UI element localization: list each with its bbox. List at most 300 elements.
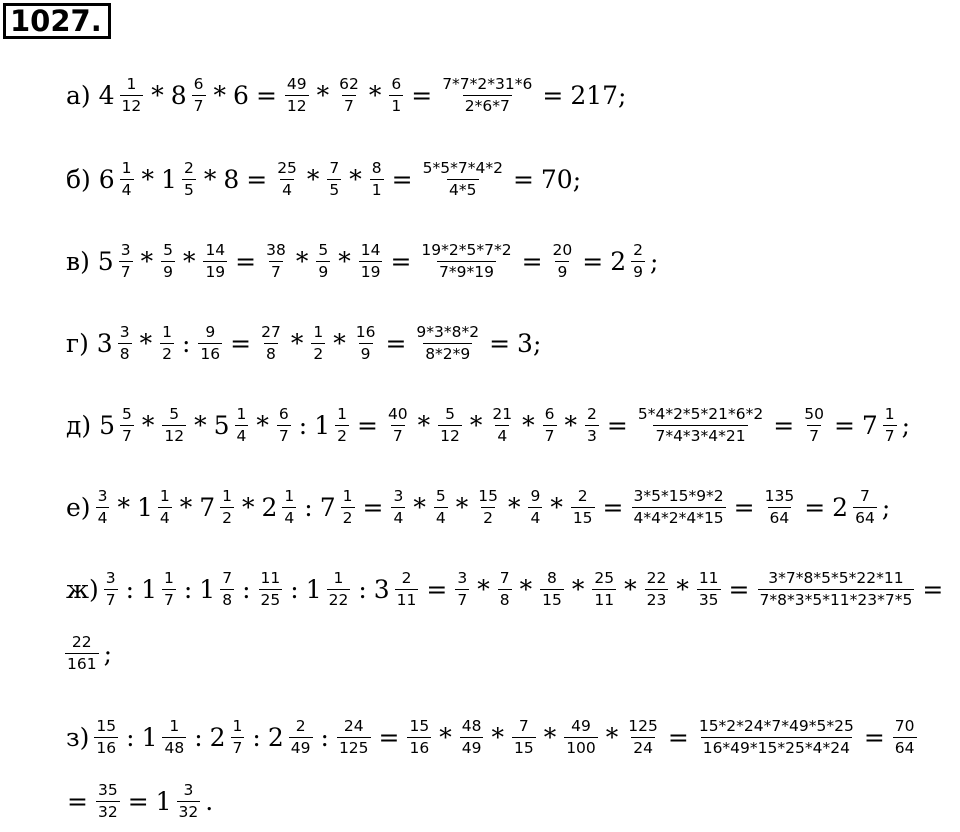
numerator: 14 — [360, 241, 381, 259]
denominator: 11 — [396, 591, 417, 609]
denominator: 7 — [105, 591, 116, 609]
numerator: 7 — [860, 487, 870, 505]
operator: * — [295, 247, 309, 276]
denominator: 1 — [391, 97, 402, 115]
operator: * — [477, 575, 490, 604]
operator: * — [491, 723, 504, 752]
fraction — [370, 158, 384, 201]
operator: * — [571, 575, 585, 604]
numerator: 1 — [169, 717, 180, 735]
denominator: 5 — [183, 181, 194, 199]
math-text: 7 — [319, 493, 336, 522]
numerator: 5 — [163, 241, 173, 259]
numerator: 40 — [387, 405, 408, 423]
math-text: 1 — [141, 723, 158, 752]
operator: = — [127, 787, 149, 816]
operator: * — [338, 247, 351, 276]
numerator: 49 — [571, 717, 591, 735]
denominator: 4 — [282, 181, 292, 199]
operator: * — [242, 493, 255, 522]
fraction — [259, 322, 283, 365]
fraction — [758, 568, 915, 611]
operator: * — [507, 493, 521, 522]
numerator: 25 — [594, 569, 615, 587]
numerator: 11 — [698, 569, 719, 587]
math-text: 1 — [141, 575, 157, 604]
solution-g — [64, 322, 543, 365]
denominator: 5 — [329, 181, 340, 199]
numerator: 70 — [894, 717, 915, 735]
fraction — [264, 240, 288, 283]
operator: = — [582, 247, 604, 276]
numerator: 9 — [205, 323, 216, 341]
numerator: 24 — [343, 717, 364, 735]
fraction — [592, 568, 616, 611]
denominator: 4 — [97, 509, 108, 527]
numerator: 1 — [337, 405, 347, 423]
numerator: 38 — [266, 241, 286, 259]
operator: = — [602, 493, 624, 522]
operator: * — [439, 723, 452, 752]
math-text: 3 — [373, 575, 390, 604]
denominator: 12 — [440, 427, 460, 445]
fraction — [407, 716, 431, 759]
math-text: 5 — [213, 411, 230, 440]
fraction — [763, 486, 797, 529]
operator: * — [413, 493, 426, 522]
denominator: 4*4*2*4*15 — [633, 509, 724, 527]
operator: * — [469, 411, 483, 440]
numerator: 5 — [445, 405, 455, 423]
numerator: 7*7*2*31*6 — [442, 75, 533, 93]
denominator: 7*9*19 — [439, 263, 494, 281]
operator: = — [542, 81, 564, 110]
fraction — [476, 486, 500, 529]
math-text: д) 5 — [66, 411, 115, 440]
math-text: з) — [66, 723, 90, 752]
denominator: 4 — [497, 427, 508, 445]
fraction — [235, 404, 249, 447]
operator: : — [183, 575, 193, 604]
math-text: 2 — [832, 493, 849, 522]
numerator: 48 — [461, 717, 482, 735]
denominator: 2 — [342, 509, 353, 527]
task-number: 1027. — [3, 3, 111, 39]
fraction — [528, 486, 542, 529]
numerator: 2 — [633, 241, 644, 259]
numerator: 1 — [126, 75, 137, 93]
denominator: 8 — [266, 345, 276, 363]
denominator: 2 — [483, 509, 493, 527]
fraction — [220, 486, 234, 529]
operator: = — [390, 247, 412, 276]
numerator: 15*2*24*7*49*5*25 — [698, 717, 854, 735]
math-text: 2 — [267, 723, 284, 752]
fraction — [198, 322, 222, 365]
numerator: 2 — [183, 159, 194, 177]
math-text: 8 — [170, 81, 187, 110]
operator: * — [194, 411, 207, 440]
fraction — [337, 74, 361, 117]
fraction — [65, 632, 99, 675]
math-text: 1 — [161, 165, 177, 194]
fraction — [414, 322, 481, 365]
denominator: 32 — [178, 803, 199, 821]
fraction — [354, 322, 378, 365]
numerator: 1 — [162, 323, 172, 341]
denominator: 11 — [594, 591, 615, 609]
denominator: 15 — [572, 509, 593, 527]
fraction — [341, 486, 355, 529]
operator: = — [385, 329, 407, 358]
fraction — [96, 486, 110, 529]
fraction — [419, 240, 513, 283]
math-text: г) 3 — [66, 329, 113, 358]
operator: = — [521, 247, 543, 276]
numerator: 1 — [236, 405, 247, 423]
operator: = — [728, 575, 750, 604]
math-text: ; — [881, 493, 891, 522]
math-text: 1 — [136, 493, 153, 522]
math-text: в) 5 — [66, 247, 114, 276]
fraction — [697, 716, 856, 759]
math-text: 70; — [540, 165, 582, 194]
numerator: 22 — [646, 569, 667, 587]
fraction — [162, 568, 176, 611]
denominator: 12 — [286, 97, 307, 115]
denominator: 2 — [313, 345, 324, 363]
operator: * — [624, 575, 637, 604]
fraction — [802, 404, 826, 447]
numerator: 15 — [478, 487, 498, 505]
numerator: 50 — [804, 405, 824, 423]
numerator: 5 — [318, 241, 329, 259]
denominator: 7 — [544, 427, 555, 445]
fraction — [632, 486, 726, 529]
fraction — [434, 486, 448, 529]
denominator: 24 — [633, 739, 653, 757]
numerator: 5*5*7*4*2 — [422, 159, 503, 177]
math-text: а) 4 — [66, 81, 115, 110]
operator: * — [179, 493, 193, 522]
numerator: 11 — [260, 569, 281, 587]
numerator: 15 — [96, 717, 117, 735]
numerator: 7 — [329, 159, 340, 177]
numerator: 8 — [371, 159, 382, 177]
denominator: 9 — [557, 263, 568, 281]
operator: : — [242, 575, 251, 604]
fraction — [327, 568, 351, 611]
fraction — [120, 404, 134, 447]
operator: : — [194, 723, 203, 752]
fraction — [289, 716, 313, 759]
denominator: 4 — [121, 181, 132, 199]
denominator: 8*2*9 — [425, 345, 471, 363]
math-text: 8 — [223, 165, 240, 194]
fraction — [220, 568, 234, 611]
numerator: 25 — [277, 159, 297, 177]
solution-v — [64, 240, 660, 283]
fraction — [359, 240, 383, 283]
denominator: 25 — [260, 591, 281, 609]
operator: = — [230, 329, 252, 358]
operator: * — [564, 411, 578, 440]
numerator: 6 — [193, 75, 204, 93]
operator: = — [255, 81, 277, 110]
denominator: 64 — [894, 739, 915, 757]
numerator: 14 — [205, 241, 226, 259]
numerator: 8 — [547, 569, 557, 587]
fraction — [540, 568, 564, 611]
denominator: 7 — [122, 427, 132, 445]
fraction — [440, 74, 534, 117]
operator: = — [246, 165, 268, 194]
operator: = — [773, 411, 795, 440]
fraction — [585, 404, 599, 447]
denominator: 7 — [809, 427, 819, 445]
operator: * — [522, 411, 535, 440]
fraction — [853, 486, 877, 529]
numerator: 20 — [552, 241, 573, 259]
denominator: 2 — [222, 509, 232, 527]
numerator: 7 — [222, 569, 233, 587]
denominator: 3 — [587, 427, 597, 445]
operator: : — [298, 411, 308, 440]
numerator: 125 — [628, 717, 658, 735]
operator: * — [543, 723, 557, 752]
denominator: 7 — [271, 263, 281, 281]
numerator: 27 — [261, 323, 281, 341]
denominator: 22 — [328, 591, 349, 609]
operator: = — [863, 723, 885, 752]
denominator: 7 — [193, 97, 204, 115]
denominator: 15 — [513, 739, 534, 757]
solution-zh — [64, 568, 948, 611]
operator: * — [141, 165, 155, 194]
denominator: 12 — [121, 97, 142, 115]
operator: = — [235, 247, 257, 276]
operator: = — [67, 787, 88, 816]
numerator: 5 — [122, 405, 132, 423]
fraction — [119, 240, 133, 283]
operator: * — [139, 329, 153, 358]
operator: * — [256, 411, 269, 440]
operator: = — [378, 723, 400, 752]
numerator: 16 — [355, 323, 376, 341]
numerator: 5 — [169, 405, 180, 423]
math-text: е) — [66, 493, 91, 522]
operator: * — [316, 81, 330, 110]
math-text: б) 6 — [66, 165, 115, 194]
operator: = — [833, 411, 855, 440]
denominator: 2*6*7 — [464, 97, 510, 115]
operator: = — [667, 723, 689, 752]
fraction — [104, 568, 118, 611]
denominator: 8 — [119, 345, 130, 363]
denominator: 1 — [371, 181, 382, 199]
operator: * — [203, 165, 217, 194]
fraction — [160, 322, 174, 365]
numerator: 3 — [183, 781, 194, 799]
denominator: 49 — [290, 739, 311, 757]
operator: * — [550, 493, 563, 522]
denominator: 4 — [236, 427, 247, 445]
denominator: 16 — [409, 739, 430, 757]
fraction — [275, 158, 299, 201]
fraction — [327, 158, 341, 201]
numerator: 7 — [518, 717, 529, 735]
fraction — [161, 240, 175, 283]
denominator: 4 — [530, 509, 541, 527]
operator: * — [117, 493, 130, 522]
denominator: 8 — [499, 591, 510, 609]
math-text: 1 — [305, 575, 322, 604]
numerator: 1 — [163, 569, 174, 587]
numerator: 6 — [278, 405, 289, 423]
denominator: 16 — [200, 345, 221, 363]
numerator: 35 — [97, 781, 118, 799]
operator: = — [922, 575, 944, 604]
fraction — [490, 404, 514, 447]
denominator: 4 — [435, 509, 446, 527]
denominator: 35 — [698, 591, 719, 609]
denominator: 9 — [360, 345, 371, 363]
fraction — [455, 568, 469, 611]
operator: : — [126, 723, 135, 752]
math-text: 2 — [261, 493, 278, 522]
denominator: 8 — [222, 591, 233, 609]
fraction — [564, 716, 598, 759]
denominator: 2 — [337, 427, 347, 445]
fraction — [543, 404, 557, 447]
math-text: 3; — [517, 329, 542, 358]
operator: * — [213, 81, 227, 110]
denominator: 2 — [162, 345, 172, 363]
solution-a — [64, 74, 628, 117]
math-text: ж) — [66, 575, 99, 604]
denominator: 16*49*15*25*4*24 — [702, 739, 850, 757]
numerator: 1 — [159, 487, 170, 505]
fraction — [118, 322, 132, 365]
solution-z — [64, 716, 920, 759]
numerator: 3 — [97, 487, 108, 505]
operator: = — [426, 575, 448, 604]
fraction — [645, 568, 669, 611]
operator: * — [290, 329, 304, 358]
numerator: 1 — [121, 159, 132, 177]
operator: = — [362, 493, 384, 522]
math-text: 2 — [209, 723, 226, 752]
operator: = — [391, 165, 413, 194]
fraction — [335, 404, 349, 447]
fraction — [636, 404, 765, 447]
operator: * — [349, 165, 362, 194]
denominator: 64 — [769, 509, 790, 527]
fraction — [282, 486, 296, 529]
denominator: 23 — [646, 591, 667, 609]
fraction — [120, 158, 134, 201]
operator: : — [181, 329, 191, 358]
numerator: 5*4*2*5*21*6*2 — [637, 405, 764, 423]
fraction — [512, 716, 536, 759]
numerator: 6 — [391, 75, 402, 93]
fraction — [182, 158, 196, 201]
numerator: 7 — [499, 569, 510, 587]
denominator: 4 — [284, 509, 295, 527]
operator: * — [306, 165, 320, 194]
operator: = — [733, 493, 755, 522]
numerator: 3*7*8*5*5*22*11 — [768, 569, 904, 587]
numerator: 3 — [457, 569, 468, 587]
numerator: 1 — [284, 487, 295, 505]
operator: * — [141, 411, 155, 440]
operator: : — [125, 575, 135, 604]
denominator: 4*5 — [449, 181, 477, 199]
math-text: . — [205, 787, 214, 816]
operator: : — [358, 575, 367, 604]
numerator: 62 — [339, 75, 359, 93]
denominator: 7*4*3*4*21 — [655, 427, 746, 445]
math-text: 217; — [570, 81, 627, 110]
operator: * — [333, 329, 346, 358]
fraction — [551, 240, 575, 283]
denominator: 32 — [97, 803, 118, 821]
numerator: 1 — [232, 717, 243, 735]
fraction — [893, 716, 917, 759]
operator: * — [417, 411, 431, 440]
denominator: 9 — [318, 263, 329, 281]
numerator: 49 — [286, 75, 307, 93]
operator: * — [605, 723, 619, 752]
denominator: 19 — [360, 263, 381, 281]
numerator: 2 — [295, 717, 306, 735]
math-text: ; — [650, 247, 659, 276]
math-text: 6 — [233, 81, 249, 110]
denominator: 9 — [633, 263, 644, 281]
denominator: 7 — [278, 427, 289, 445]
numerator: 1 — [313, 323, 324, 341]
numerator: 1 — [884, 405, 895, 423]
math-text: ; — [103, 639, 113, 668]
numerator: 19*2*5*7*2 — [421, 241, 512, 259]
operator: * — [368, 81, 382, 110]
fraction — [631, 240, 645, 283]
fraction — [259, 568, 283, 611]
denominator: 7 — [392, 427, 403, 445]
numerator: 2 — [401, 569, 412, 587]
operator: : — [252, 723, 261, 752]
operator: = — [606, 411, 628, 440]
numerator: 9 — [530, 487, 541, 505]
numerator: 5 — [435, 487, 446, 505]
denominator: 7 — [884, 427, 895, 445]
fraction — [316, 240, 330, 283]
operator: * — [140, 247, 154, 276]
math-text: ; — [901, 411, 911, 440]
denominator: 7 — [457, 591, 468, 609]
denominator: 9 — [163, 263, 173, 281]
fraction — [697, 568, 721, 611]
operator: * — [455, 493, 469, 522]
numerator: 3 — [105, 569, 116, 587]
denominator: 7*8*3*5*11*23*7*5 — [759, 591, 913, 609]
denominator: 7 — [120, 263, 131, 281]
fraction — [421, 158, 505, 201]
fraction — [162, 716, 186, 759]
numerator: 1 — [333, 569, 344, 587]
numerator: 9*3*8*2 — [416, 323, 480, 341]
fraction — [395, 568, 419, 611]
